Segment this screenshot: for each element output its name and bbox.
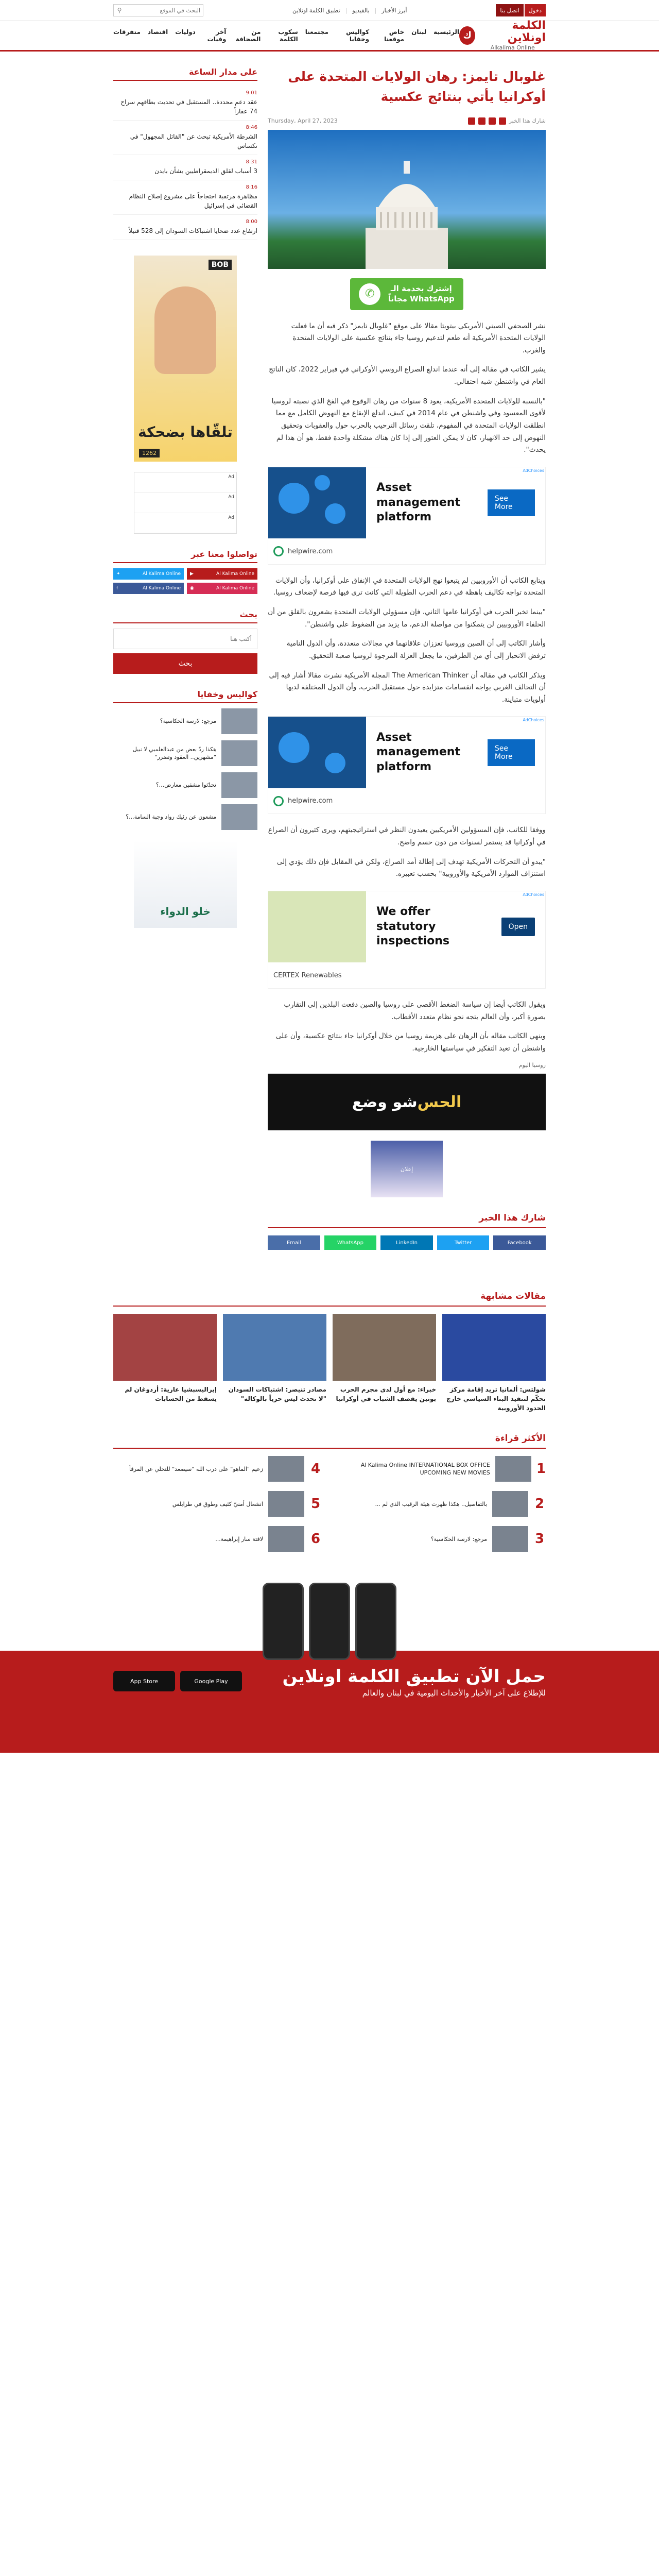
helpwire-logo-icon [273,546,284,556]
share-linkedin-button[interactable]: LinkedIn [380,1235,433,1250]
contact-button[interactable]: اتصل بنا [496,4,523,16]
sidebar-search [113,629,257,689]
news-text: ارتفاع عدد ضحايا اشتباكات السودان إلى 528 قتيلاً [129,227,257,234]
news-text: عقد دعم محددة.. المستقبل في تحديث بطاقهم سراح 74 عقاراً [120,98,257,115]
follow-label: Al Kalima Online [216,571,254,577]
whatsapp-banner[interactable] [350,278,463,310]
ad-top [268,467,545,539]
related-image [113,1314,217,1381]
follow-label: Al Kalima Online [143,586,181,591]
news-time: 8:31 [246,159,257,165]
sidebar-ad-bob[interactable] [134,256,237,462]
news-time: 9:01 [246,90,257,96]
ad-choices-icon[interactable]: AdChoices [523,718,544,723]
ad-source: CERTEX Renewables [273,971,342,979]
nav-item-8[interactable]: دوليات [175,28,196,36]
share-email-button[interactable]: Email [268,1235,320,1250]
related-title: مصادر تنيصر: اشتباكات السودان "لا تحدث ليس حرباً بالوكالة" [228,1386,326,1403]
article-date: Thursday, April 27, 2023 [268,117,338,124]
list-item[interactable] [337,1491,546,1517]
ad-body [366,467,545,539]
nav-item-4[interactable]: مجتمعنا [305,28,328,36]
small-ad[interactable]: Ad [134,513,236,533]
related-heading: مقالات مشابهة [113,1291,546,1307]
list-item[interactable] [113,804,257,830]
article [268,67,546,1270]
phone-mockup-image [355,1583,396,1660]
logo-text [479,20,546,50]
whatsapp-icon[interactable] [478,117,485,125]
paragraph: "بالنسبة للولايات المتحدة الأمريكية، يعود 8 سنوات من رهان الوقوع في الفخ الذي نصبته لروسيا لأقوى المعسود وفي واشنطن في عام 2014 في كييف، اندلع الإيقاع مع النهوض الكامل مع مما انطلقت الولايات المتحدة في المفهوم، تلقت رسائل الترحيب بالحرب حول والعقوبات وتحقيق النهوض إلى حد الانهيار، كان لا يمكن العثور إلى إذا كان هناك مشكلة واحدة فقط، هو أن هذا لم يحدث". [271,397,546,454]
ad-headline: We offer statutory inspections [376,905,449,948]
list-item[interactable] [113,772,257,798]
app-banner-text [283,1665,546,1697]
nav-item-10[interactable]: متفرقات [113,28,141,36]
related-title: إيراليسبشيا عارية: أردوغان لم يسقط من الحسابات [125,1386,217,1403]
poster-label: إعلان [400,1165,413,1173]
site-header [0,21,659,52]
top-link-2[interactable]: تطبيق الكلمة اونلاين [292,7,340,14]
rank-number: 5 [310,1496,321,1512]
paragraph: وينهي الكاتب مقاله بأن الرهان على هزيمة روسيا من خلال أوكرانيا جاء بنتائج عكسية، وأن على واشنطن أن تعيد التفكير في سياستها الخارجية. [275,1032,546,1053]
ad-source: helpwire.com [288,547,333,555]
related-grid [113,1314,546,1413]
related-image [333,1314,436,1381]
hero-image [268,130,546,269]
promo-poster[interactable] [371,1141,443,1197]
paragraph: يشير الكاتب في مقاله إلى أنه عندما اندلع الصراع الروسي الأوكراني في فبراير 2022، كان الناتج العام في واشنطن شبه احتفالي. [269,365,546,386]
latest-news-list [113,86,257,240]
list-item[interactable] [113,1526,322,1552]
app-banner-content [0,1665,659,1697]
top-actions [496,4,546,16]
news-text: الشرطة الأمريكية تبحث عن "القاتل المجهول" في تكساس [130,133,257,149]
youtube-icon: ▶ [190,571,194,577]
search-icon[interactable]: ⚲ [117,7,122,14]
top-link-1[interactable]: بالفيديو [352,7,370,14]
app-banner-title: حمل الآن تطبيق الكلمة اونلاين [282,1666,546,1687]
item-title: Al Kalima Online INTERNATIONAL BOX OFFICE UPCOMING NEW MOVIES [360,1461,490,1477]
related-title: خبراء: مع أول لدى مجرم الحرب بوتين يقصف الشباب في أوكرانيا [336,1386,436,1403]
nav-item-9[interactable]: اقتصاد [147,28,168,36]
share-label: شارك هذا الخبر [509,117,546,124]
list-item[interactable] [337,1526,546,1552]
list-item[interactable] [113,1456,322,1482]
nav-item-3[interactable]: كواليس وخفايا [346,28,370,43]
ad-brand-logo: BOB [209,260,232,270]
whatsapp-banner-text [388,284,455,304]
follow-youtube-button[interactable] [187,568,257,580]
ad-top [268,891,545,963]
rank-number: 6 [310,1531,321,1547]
sidebar-search-input[interactable] [113,629,257,649]
helpwire-logo-icon [273,796,284,806]
thumbnail [492,1491,528,1517]
twitter-icon: ✦ [116,571,120,577]
ad-headline: Asset management platform [376,481,460,524]
thumbnail [268,1456,304,1482]
paragraph: "بينما تخبر الحرب في أوكرانيا عامها الثاني، فإن مسؤولي الولايات المتحدة يشعرون بالقلق من أن الحلفاء الأوروبيين لن يتمكنوا من مواصلة الدعم، ما يزيد من الضغوط على واشنطن". [268,608,546,629]
news-time: 8:00 [246,219,257,225]
ad-headline: Asset management platform [376,731,460,773]
thumbnail [492,1526,528,1552]
paragraph: ويذكر الكاتب في مقاله أن The American Thinker المجلة الأمريكية نشرت مقالا أشار فيه إلى أن التحالف الغربي يواجه انقسامات متزايدة حول مستقبل الحرب، وأن الدول المختلفة لديها أولويات متباينة. [269,671,546,704]
thumbnail [221,772,257,798]
logo-icon: ك [459,26,475,45]
instagram-icon: ◉ [190,586,194,591]
item-title: لافتة سار إبراهيمة... [215,1535,263,1543]
logo-english: Alkalima Online [490,44,535,51]
related-title: شولتس: ألمانيا تريد إقامة مركز تحكّم لتنفيذ البناء السياسي خارج الحدود الأوروبية [446,1386,546,1412]
ad-footer [268,788,545,814]
rank-number: 4 [310,1461,321,1477]
separator: | [374,7,377,14]
share-section-heading: شارك هذا الخبر [268,1213,546,1228]
promo-banner[interactable] [268,1074,546,1130]
sidebar-search-button[interactable]: بحث [113,653,257,674]
list-item[interactable] [113,155,257,180]
item-title: بالتفاصيل.. هكذا ظهرت هيئة الرقيب الذي لم ... [375,1500,487,1507]
list-item[interactable] [337,1456,546,1482]
site-logo[interactable] [459,20,546,50]
ad-headline: تلقّاها بضحكة [138,423,233,441]
ad-image [268,467,366,539]
promo-banner-accent: الحس [417,1093,462,1111]
top-bar [0,0,659,21]
paragraph: "يبدو أن التحركات الأمريكية تهدف إلى إطالة أمد الصراع، ولكن في المقابل فإن ذلك يؤدي إلى استنزاف الموارد الأمريكية والأوروبية" بحسب تعبيره. [276,857,546,878]
news-text: مظاهرة مرتقبة احتجاجاً على مشروع إصلاح النظام القضائي في إسرائيل [129,193,257,209]
app-download-banner [0,1583,659,1753]
login-button[interactable]: دخول [525,4,546,16]
share-facebook-button[interactable]: Facebook [493,1235,546,1250]
app-banner-subtitle: للإطلاع على آخر الأخبار والأحداث اليومية في لبنان والعالم [362,1688,546,1698]
news-time: 8:16 [246,184,257,190]
app-store-button[interactable]: App Store [113,1671,175,1691]
thumbnail [268,1491,304,1517]
main-nav [113,28,459,43]
list-item[interactable] [113,86,257,121]
sidebar-small-ads[interactable] [134,472,237,534]
ad-certex[interactable] [268,891,546,989]
phone-mockup-image [263,1583,304,1660]
thumbnail [221,804,257,830]
nav-item-7[interactable]: آخر وفيات [207,28,227,43]
follow-twitter-button[interactable] [113,568,184,580]
follow-label: Al Kalima Online [216,586,254,591]
article-source: روسيا اليوم [518,1062,546,1069]
latest-news-heading: على مدار الساعة [113,67,257,81]
twitter-icon[interactable] [489,117,496,125]
meta-share [468,117,546,125]
ad-asset-management-2[interactable] [268,716,546,814]
nav-item-2[interactable]: خاص موقعنا [384,28,405,43]
thumbnail [221,708,257,734]
item-title: زعيم "الماهو" على درب الله "سيصعد" للتخلي عن المرفأ [129,1465,263,1472]
list-item[interactable] [113,215,257,240]
ad-image [268,717,366,788]
item-title: مشعون عن رئيك رواد وجبة السامة...؟ [126,814,216,821]
store-buttons [113,1671,242,1691]
top-links [292,7,407,14]
rank-number: 3 [534,1531,545,1547]
item-title: مرجع: لارسة الحكاسية؟ [160,718,216,725]
share-whatsapp-button[interactable]: WhatsApp [324,1235,377,1250]
related-image [223,1314,326,1381]
news-text: 3 أسباب لقلق الديمقراطيين بشأن بايدن [154,167,257,175]
ad-source: helpwire.com [288,797,333,805]
ad-footer [268,538,545,564]
phone-mockups [237,1583,422,1660]
top-search-input[interactable] [125,7,202,14]
item-title: مرجع: لارسة الحكاسية؟ [430,1535,487,1543]
follow-instagram-button[interactable] [187,583,257,594]
rank-number: 2 [534,1496,545,1512]
whatsapp-line-2: WhatsApp مجاناً [388,294,455,303]
share-buttons [268,1235,546,1250]
ad-choices-icon[interactable]: AdChoices [523,892,544,897]
item-title: هكذا ردّ بعض من عبدالغلمبي لا نبيل "مشهرين.. العقود وتضرر" [132,745,216,760]
facebook-icon[interactable] [499,117,506,125]
ad-open-button[interactable]: Open [501,918,535,936]
whatsapp-icon: ✆ [359,283,380,305]
nav-item-6[interactable]: من الصحافة [235,28,261,43]
ad-top [268,717,545,788]
item-title: انشعال أمنيّ كثيف وطوق في طرابلس [172,1500,263,1507]
follow-buttons [113,568,257,594]
item-title: تحدّثوا مشقين معارض...؟ [155,782,216,789]
sidebar-ad-medicine[interactable] [134,840,237,928]
paragraph: ووفقا للكاتب، فإن المسؤولين الأمريكيين يعيدون النظر في استراتيجيتهم، ويرى كثيرون أن الصراع في أوكرانيا قد يستمر لسنوات من دون حسم واضح. [268,826,546,846]
follow-facebook-button[interactable] [113,583,184,594]
capitol-dome-image [350,150,463,269]
behind-scenes-list [113,708,257,830]
paragraph: ويتابع الكاتب أن الأوروبيين لم يتبعوا نهج الولايات المتحدة في الإنفاق على أوكرانيا، وأن الولايات المتحدة تواجه تكاليف باهظة في دعم الحرب الطويلة التي كانت ترى فيها فرصة لإضعاف روسيا. [273,576,546,597]
ad-asset-management[interactable] [268,467,546,565]
share-twitter-button[interactable]: Twitter [437,1235,490,1250]
ad-body [366,717,545,788]
related-card[interactable] [333,1314,436,1413]
top-link-0[interactable]: أبرز الأخبار [381,7,407,14]
follow-heading: تواصلوا معنا عبر [113,549,257,563]
related-card[interactable] [442,1314,546,1413]
logo-arabic: الكلمة اونلاين [507,19,546,45]
small-ad[interactable]: Ad [134,493,236,513]
ad-image [268,891,366,963]
most-read [113,1433,546,1552]
paragraph: ويقول الكاتب أيضا إن سياسة الضغط الأقصى على روسيا والصين دفعت البلدين إلى التقارب بصورة أكبر، وأن العالم يتجه نحو نظام متعدد الأقطاب. [284,1000,546,1021]
facebook-icon: f [116,586,118,591]
list-item[interactable] [113,708,257,734]
paragraph: نشر الصحفي الصيني الأمريكي بيتويتا مقالا على موقع "غلوبال تايمز" ذكر فيه أن ما فعلت الولايات المتحدة الأمريكية أنه طعم لتدعيم روسيا جاء بنتائج عكسية على الولايات المتحدة والغرب. [291,321,546,354]
search-heading: بحث [113,609,257,623]
most-read-grid [113,1456,546,1552]
nav-item-5[interactable]: سكوب الكلمة [278,28,298,43]
nav-item-0[interactable]: الرئيسية [433,28,460,36]
google-play-button[interactable]: Google Play [180,1671,242,1691]
promo-banner-text: شو وضع [352,1093,418,1111]
behind-scenes-heading: كواليس وخفايا [113,689,257,703]
ad-model-image [154,286,216,374]
email-icon[interactable] [468,117,475,125]
news-time: 8:46 [246,125,257,130]
ad-number: 1262 [139,449,160,457]
rank-number: 1 [536,1461,546,1477]
top-search [113,4,203,16]
small-ad[interactable]: Ad [134,472,236,493]
article-meta [268,117,546,125]
thumbnail [221,740,257,766]
ad-see-more-button[interactable]: See More [488,489,535,516]
related-card[interactable] [223,1314,326,1413]
ad-see-more-button[interactable]: See More [488,739,535,766]
sidebar [113,67,257,938]
whatsapp-line-1: إشترك بخدمة الـ [390,284,452,293]
separator: | [345,7,348,14]
ad-choices-icon[interactable]: AdChoices [523,468,544,473]
thumbnail [495,1456,531,1482]
related-image [442,1314,546,1381]
most-read-heading: الأكثر قراءة [113,1433,546,1449]
paragraph: وأشار الكاتب إلى أن الصين وروسيا تعززان علاقاتهما في مجالات متعددة، وأن الدول النامية ترفض الانحياز إلى أي من الطرفين، ما يجعل العزلة المرجوة لروسيا صعبة التحقيق. [286,639,546,660]
article-title: غلوبال تايمز: رهان الولايات المتحدة على أوكرانيا يأتي بنتائج عكسية [288,69,546,104]
related-articles [113,1291,546,1413]
follow-label: Al Kalima Online [143,571,181,577]
nav-item-1[interactable]: لبنان [411,28,427,36]
list-item[interactable] [113,180,257,215]
phone-mockup-image [309,1583,350,1660]
ad-footer [268,962,545,988]
related-card[interactable] [113,1314,217,1413]
list-item[interactable] [113,740,257,766]
list-item[interactable] [113,121,257,155]
ad-headline: خلو الدواء [160,905,211,918]
ad-body [366,891,545,963]
thumbnail [268,1526,304,1552]
list-item[interactable] [113,1491,322,1517]
